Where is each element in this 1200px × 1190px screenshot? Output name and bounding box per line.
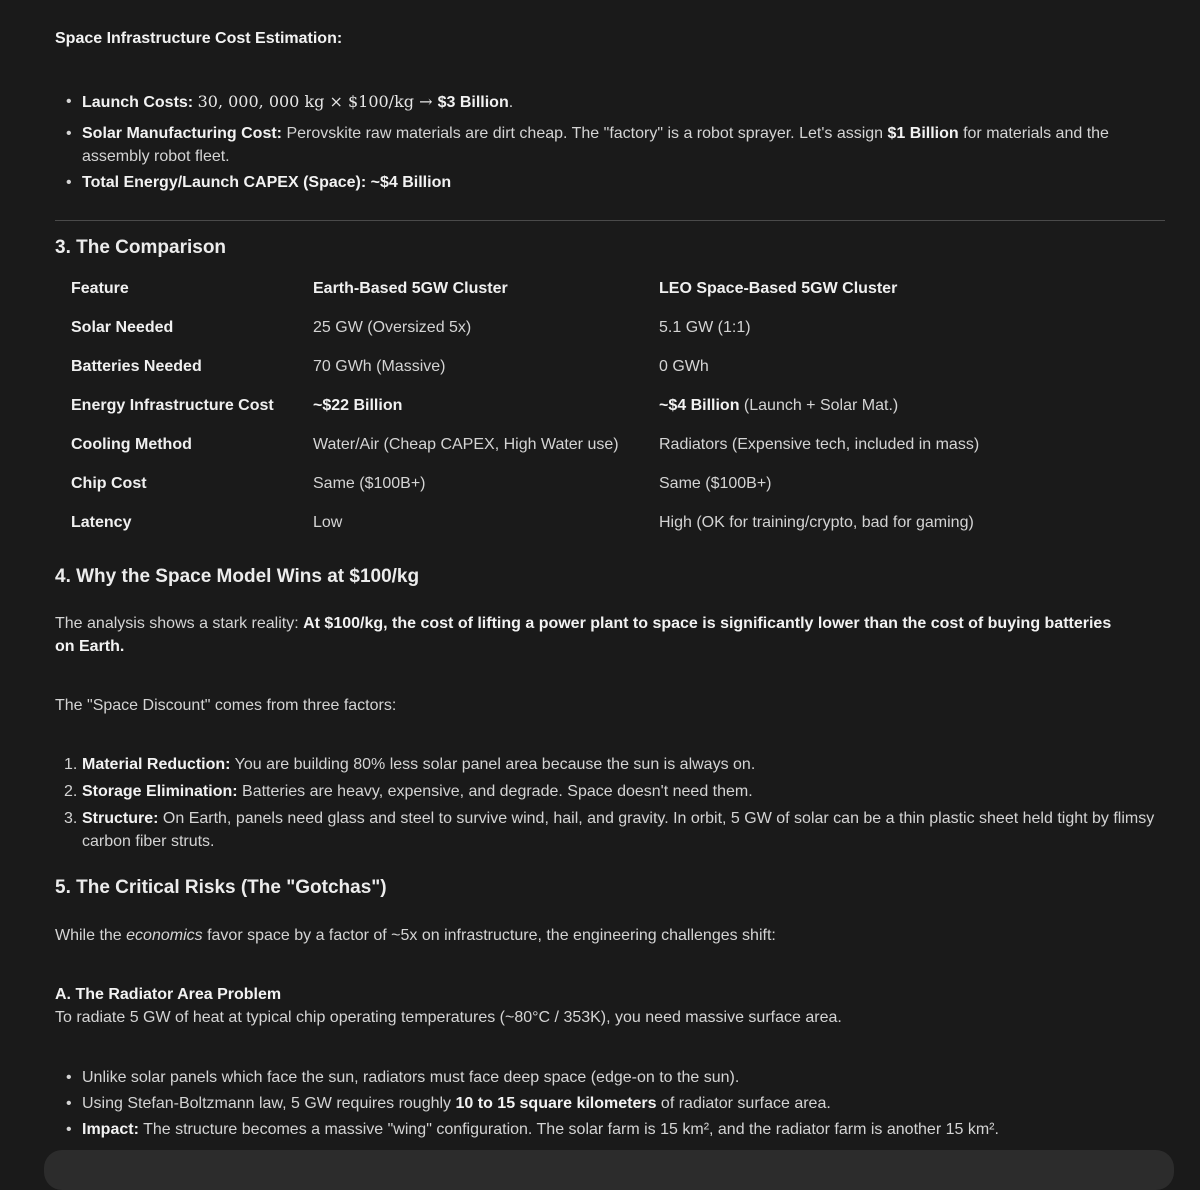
radiator-text: To radiate 5 GW of heat at typical chip operating temperatures (~80°C / 353K), you need massive surface area. — [55, 1009, 842, 1026]
why-heading: 4. Why the Space Model Wins at $100/kg — [55, 566, 420, 587]
list-number: 1. — [64, 756, 78, 773]
list-item — [55, 753, 1155, 776]
row-earth: ~$22 Billion — [313, 396, 403, 414]
table-header-row — [55, 269, 1159, 308]
table-row — [55, 425, 1159, 464]
row-space: High (OK for training/crypto, bad for gaming) — [659, 513, 974, 531]
factor-label: Material Reduction: — [82, 756, 231, 773]
total-capex-label: Total Energy/Launch CAPEX (Space): ~$4 Billion — [82, 174, 452, 191]
solar-cost-text-end: for materials and the assembly robot fleet. — [82, 125, 1109, 165]
list-item — [55, 90, 1165, 114]
chat-input-bar[interactable] — [44, 1150, 1174, 1190]
solar-cost-label: Solar Manufacturing Cost: — [82, 125, 283, 142]
risks-intro-em: economics — [126, 927, 203, 944]
factor-text: You are building 80% less solar panel area because the sun is always on. — [230, 756, 756, 773]
risk-bullet-bold: 10 to 15 square kilometers — [455, 1095, 657, 1112]
list-item — [55, 171, 1165, 194]
launch-costs-result: $3 Billion — [437, 94, 509, 111]
row-feature: Batteries Needed — [71, 357, 202, 375]
impact-label: Impact: — [82, 1121, 139, 1138]
radiator-subheading: A. The Radiator Area Problem — [55, 986, 282, 1003]
list-item — [55, 1066, 1165, 1089]
row-feature: Solar Needed — [71, 318, 174, 336]
factors-intro: The "Space Discount" comes from three factors: — [55, 697, 397, 714]
comparison-table — [55, 269, 1159, 542]
comparison-heading: 3. The Comparison — [55, 237, 227, 258]
table-row — [55, 386, 1159, 425]
cost-bullet-list — [55, 90, 1165, 194]
table-row — [55, 347, 1159, 386]
risk-bullet-text: Using Stefan-Boltzmann law, 5 GW requires roughly — [82, 1095, 456, 1112]
launch-costs-formula: 30, 000, 000 kg × $100/kg → — [197, 92, 438, 111]
risks-heading: 5. The Critical Risks (The "Gotchas") — [55, 877, 387, 898]
row-earth: Water/Air (Cheap CAPEX, High Water use) — [313, 435, 619, 453]
row-feature: Energy Infrastructure Cost — [71, 396, 274, 414]
factors-list — [55, 753, 1155, 853]
factor-text: On Earth, panels need glass and steel to survive wind, hail, and gravity. In orbit, 5 GW of solar can be a thin plastic sheet held tight by flimsy carbon fiber struts. — [82, 810, 1155, 850]
why-paragraph — [55, 612, 1135, 658]
row-space — [643, 386, 1159, 425]
section-divider — [55, 220, 1165, 221]
row-feature: Chip Cost — [71, 474, 147, 492]
table-row — [55, 464, 1159, 503]
launch-costs-end: . — [508, 94, 514, 111]
space-cost-rest: (Launch + Solar Mat.) — [739, 396, 899, 414]
row-space: Radiators (Expensive tech, included in mass) — [659, 435, 980, 453]
launch-costs-label: Launch Costs: — [82, 94, 194, 111]
row-space: 0 GWh — [659, 357, 709, 375]
list-number: 3. — [64, 810, 78, 827]
list-item — [55, 1118, 1165, 1141]
list-item — [55, 807, 1155, 853]
space-cost-bold: ~$4 Billion — [659, 396, 740, 414]
risks-bullet-list — [55, 1066, 1165, 1141]
table-row — [55, 503, 1159, 542]
row-space: Same ($100B+) — [659, 474, 772, 492]
header-earth: Earth-Based 5GW Cluster — [313, 279, 508, 297]
risks-intro-a: While the — [55, 927, 127, 944]
row-feature: Latency — [71, 513, 132, 531]
why-lead: The analysis shows a stark reality: — [55, 615, 304, 632]
cost-estimation-title: Space Infrastructure Cost Estimation: — [55, 30, 343, 47]
list-number: 2. — [64, 783, 78, 800]
row-earth: 25 GW (Oversized 5x) — [313, 318, 472, 336]
row-earth: Low — [313, 513, 343, 531]
row-earth: Same ($100B+) — [313, 474, 426, 492]
row-feature: Cooling Method — [71, 435, 192, 453]
list-item — [55, 122, 1165, 168]
row-space: 5.1 GW (1:1) — [659, 318, 751, 336]
solar-cost-text: Perovskite raw materials are dirt cheap. The "factory" is a robot sprayer. Let's assign — [282, 125, 888, 142]
risks-intro-b: favor space by a factor of ~5x on infrastructure, the engineering challenges shift: — [202, 927, 776, 944]
risk-bullet-text: Unlike solar panels which face the sun, radiators must face deep space (edge-on to the sun). — [82, 1069, 740, 1086]
list-item — [55, 780, 1155, 803]
solar-cost-highlight: $1 Billion — [887, 125, 959, 142]
risk-bullet-text-end: of radiator surface area. — [656, 1095, 831, 1112]
factor-label: Structure: — [82, 810, 159, 827]
header-space: LEO Space-Based 5GW Cluster — [659, 279, 898, 297]
list-item — [55, 1092, 1165, 1115]
why-bold: At $100/kg, the cost of lifting a power plant to space is significantly lower than the cost of buying batteries on Earth. — [55, 615, 1112, 655]
factor-text: Batteries are heavy, expensive, and degrade. Space doesn't need them. — [237, 783, 753, 800]
row-earth: 70 GWh (Massive) — [313, 357, 446, 375]
header-feature: Feature — [71, 279, 129, 297]
table-row — [55, 308, 1159, 347]
impact-text: The structure becomes a massive "wing" configuration. The solar farm is 15 km², and the radiator farm is another 15 km². — [138, 1121, 999, 1138]
risks-intro — [55, 924, 776, 947]
factor-label: Storage Elimination: — [82, 783, 238, 800]
